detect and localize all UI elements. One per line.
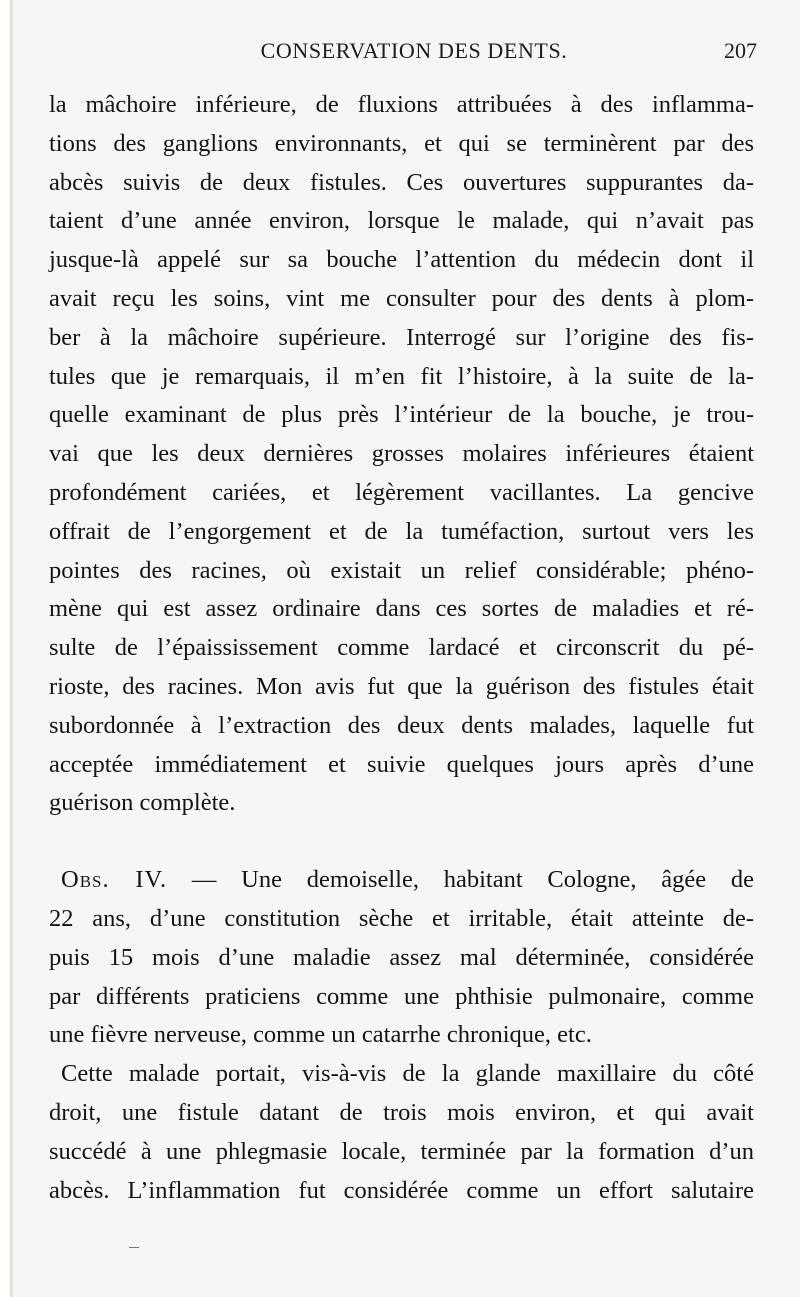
text-line: abcès. L’inflammation fut considérée comme un effort salutaire <box>49 1176 754 1204</box>
text-line: quelle examinant de plus près l’intérieur de la bouche, je trou- <box>49 401 754 429</box>
text-line: jusque-là appelé sur sa bouche l’attention du médecin dont il <box>49 246 754 274</box>
text-line: puis 15 mois d’une maladie assez mal déterminée, considérée <box>49 943 754 971</box>
observation-first-line: — Une demoiselle, habitant Cologne, âgée de <box>167 866 754 894</box>
text-line: offrait de l’engorgement et de la tuméfaction, surtout vers les <box>49 517 754 545</box>
stray-ink-mark <box>129 1247 139 1248</box>
text-line: vai que les deux dernières grosses molaires inférieures étaient <box>49 440 754 468</box>
text-line: droit, une fistule datant de trois mois environ, et qui avait <box>49 1098 754 1126</box>
text-line: sulte de l’épaississement comme lardacé et circonscrit du pé- <box>49 634 754 662</box>
paragraph-gap <box>49 823 754 861</box>
text-line: tules que je remarquais, il m’en fit l’histoire, à la suite de la- <box>49 362 754 390</box>
book-page <box>10 0 800 1297</box>
text-line: acceptée immédiatement et suivie quelques jours après d’une <box>49 750 754 778</box>
text-line: tions des ganglions environnants, et qui se terminèrent par des <box>49 129 754 157</box>
paragraph-case-description <box>49 1055 754 1210</box>
text-line: rioste, des racines. Mon avis fut que la guérison des fistules était <box>49 672 754 700</box>
text-line: succédé à une phlegmasie locale, terminée par la formation d’un <box>49 1137 754 1165</box>
paragraph-observation-iv <box>49 861 754 1055</box>
text-line: subordonnée à l’extraction des deux dents malades, laquelle fut <box>49 711 754 739</box>
page-number: 207 <box>724 38 757 63</box>
text-line: 22 ans, d’une constitution sèche et irritable, était atteinte de- <box>49 904 754 932</box>
text-line <box>49 861 754 900</box>
text-line: avait reçu les soins, vint me consulter pour des dents à plom- <box>49 284 754 312</box>
text-line: mène qui est assez ordinaire dans ces sortes de maladies et ré- <box>49 595 754 623</box>
text-line: pointes des racines, où existait un relief considérable; phéno- <box>49 556 754 584</box>
observation-label: Obs. IV. <box>61 866 168 894</box>
text-line: abcès suivis de deux fistules. Ces ouvertures suppurantes da- <box>49 168 754 196</box>
text-line: ber à la mâchoire supérieure. Interrogé sur l’origine des fis- <box>49 323 754 351</box>
text-line: une fièvre nerveuse, comme un catarrhe chronique, etc. <box>49 1021 592 1049</box>
text-line: Cette malade portait, vis-à-vis de la glande maxillaire du côté <box>61 1060 754 1088</box>
text-line: la mâchoire inférieure, de fluxions attribuées à des inflamma- <box>49 91 754 118</box>
text-line: guérison complète. <box>49 789 236 817</box>
running-head <box>59 38 757 72</box>
text-line: par différents praticiens comme une phthisie pulmonaire, comme <box>49 982 754 1010</box>
body-text <box>49 86 754 1210</box>
running-head-title: CONSERVATION DES DENTS. <box>260 38 568 63</box>
text-line: taient d’une année environ, lorsque le malade, qui n’avait pas <box>49 207 754 235</box>
paragraph-case-continuation <box>49 86 754 823</box>
text-line: profondément cariées, et légèrement vacillantes. La gencive <box>49 478 754 506</box>
